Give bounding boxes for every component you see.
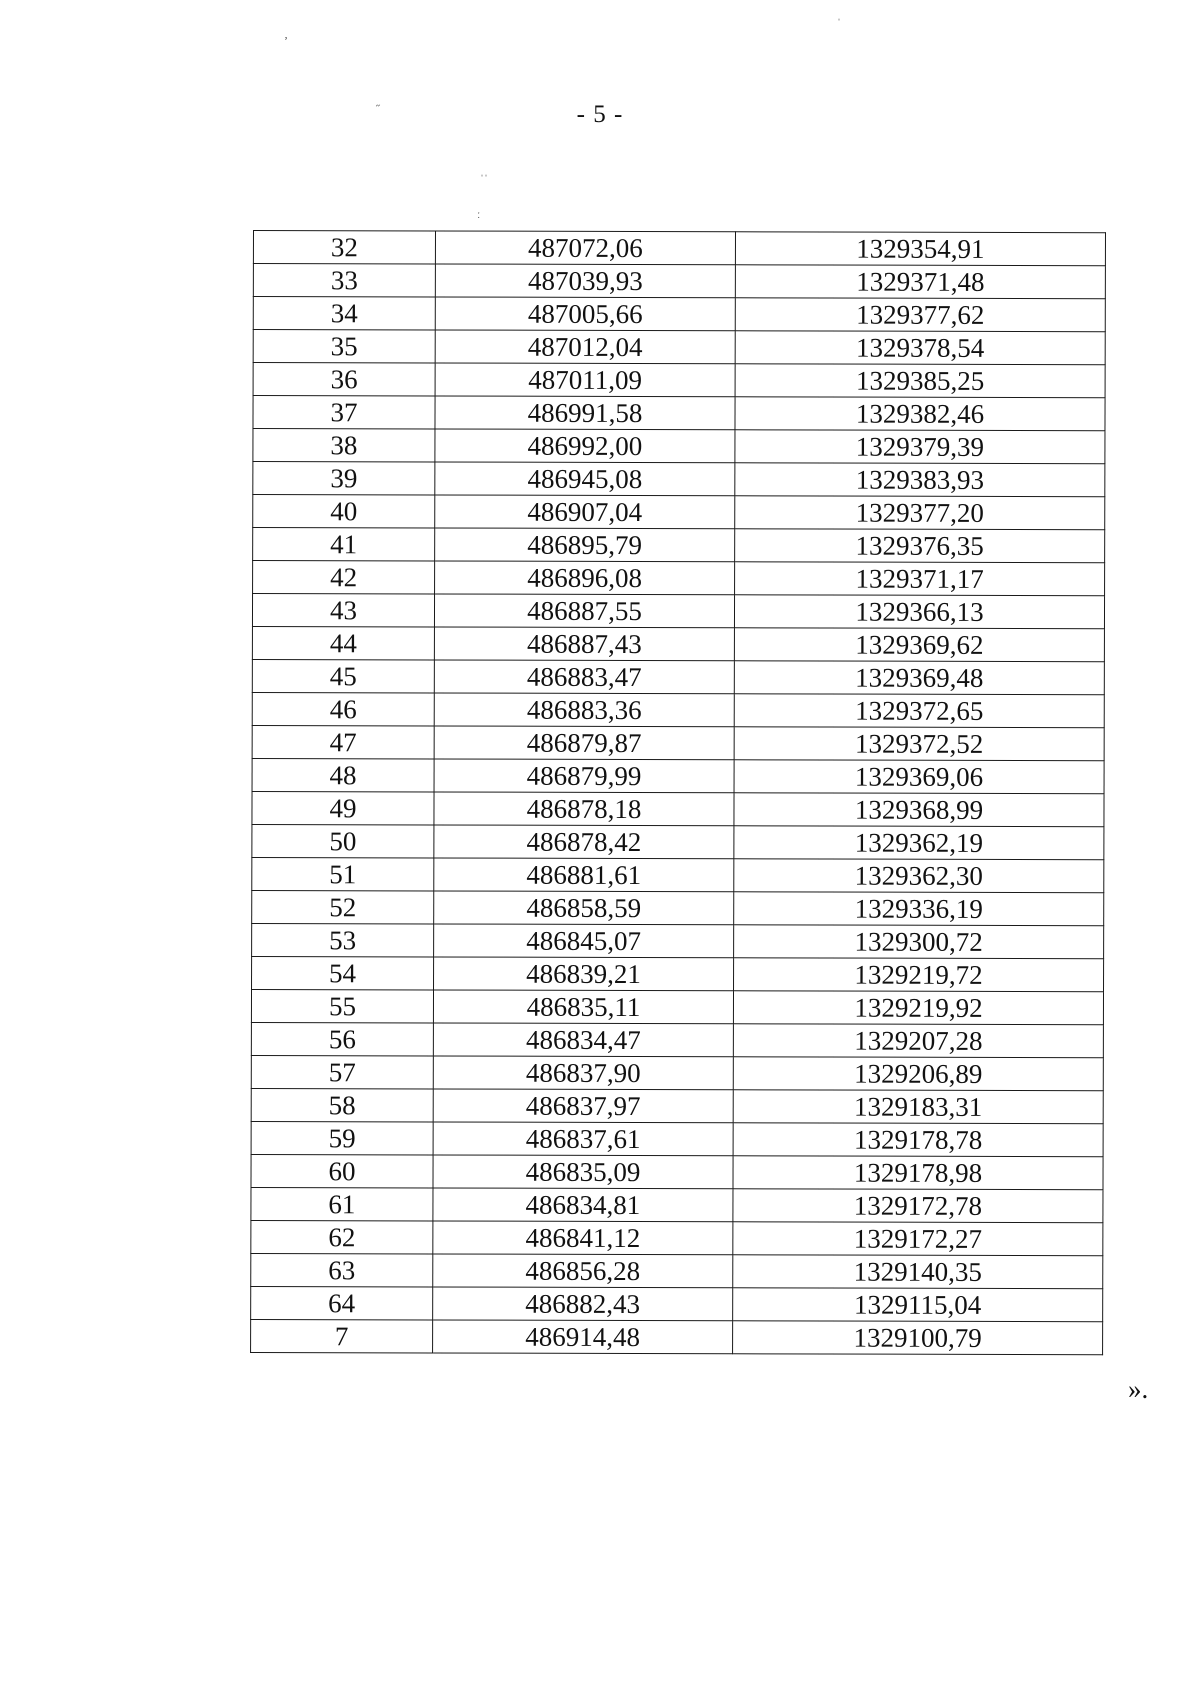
y-coordinate-cell: 1329377,62 — [735, 298, 1105, 332]
y-coordinate-cell: 1329178,78 — [733, 1123, 1103, 1157]
y-coordinate-cell: 1329219,92 — [733, 991, 1103, 1025]
point-number-cell: 33 — [253, 264, 435, 297]
x-coordinate-cell: 486907,04 — [435, 495, 735, 529]
table-row — [251, 989, 1103, 1024]
table-row — [253, 561, 1105, 596]
y-coordinate-cell: 1329219,72 — [734, 958, 1104, 992]
point-number-cell: 45 — [252, 659, 434, 692]
y-coordinate-cell: 1329354,91 — [735, 232, 1105, 266]
point-number-cell: 49 — [252, 791, 434, 824]
point-number-cell: 47 — [252, 725, 434, 758]
point-number-cell: 56 — [251, 1022, 433, 1055]
scan-speck: ˝ — [376, 102, 380, 116]
closing-quote-mark: ». — [1128, 1374, 1149, 1404]
point-number-cell: 50 — [252, 824, 434, 857]
table-row — [251, 1154, 1103, 1189]
page-number: - 5 - — [576, 101, 624, 128]
x-coordinate-cell: 486882,43 — [433, 1287, 733, 1321]
table-row — [252, 824, 1104, 859]
y-coordinate-cell: 1329372,52 — [734, 727, 1104, 761]
table-row — [253, 363, 1105, 398]
point-number-cell: 58 — [251, 1088, 433, 1121]
y-coordinate-cell: 1329369,06 — [734, 760, 1104, 794]
y-coordinate-cell: 1329385,25 — [735, 364, 1105, 398]
point-number-cell: 46 — [252, 692, 434, 725]
point-number-cell: 32 — [253, 231, 435, 264]
point-number-cell: 7 — [251, 1319, 433, 1352]
x-coordinate-cell: 486878,42 — [434, 825, 734, 859]
y-coordinate-cell: 1329369,48 — [734, 661, 1104, 695]
y-coordinate-cell: 1329336,19 — [734, 892, 1104, 926]
x-coordinate-cell: 486835,11 — [433, 990, 733, 1024]
x-coordinate-cell: 486837,61 — [433, 1122, 733, 1156]
table-row — [252, 725, 1104, 760]
point-number-cell: 52 — [252, 890, 434, 923]
y-coordinate-cell: 1329207,28 — [733, 1024, 1103, 1058]
point-number-cell: 53 — [252, 923, 434, 956]
x-coordinate-cell: 486945,08 — [435, 462, 735, 496]
point-number-cell: 59 — [251, 1121, 433, 1154]
table-row — [251, 1187, 1103, 1222]
y-coordinate-cell: 1329172,78 — [733, 1189, 1103, 1223]
point-number-cell: 62 — [251, 1220, 433, 1253]
table-row — [252, 659, 1104, 694]
y-coordinate-cell: 1329383,93 — [735, 463, 1105, 497]
point-number-cell: 40 — [253, 495, 435, 528]
point-number-cell: 60 — [251, 1154, 433, 1187]
x-coordinate-cell: 486879,99 — [434, 759, 734, 793]
point-number-cell: 48 — [252, 758, 434, 791]
y-coordinate-cell: 1329183,31 — [733, 1090, 1103, 1124]
table-row — [253, 264, 1105, 299]
x-coordinate-cell: 486845,07 — [434, 924, 734, 958]
x-coordinate-cell: 486834,47 — [433, 1023, 733, 1057]
x-coordinate-cell: 486992,00 — [435, 429, 735, 463]
scan-speck: ʼ — [284, 34, 288, 48]
point-number-cell: 41 — [253, 528, 435, 561]
y-coordinate-cell: 1329368,99 — [734, 793, 1104, 827]
y-coordinate-cell: 1329366,13 — [734, 595, 1104, 629]
point-number-cell: 63 — [251, 1253, 433, 1286]
x-coordinate-cell: 486879,87 — [434, 726, 734, 760]
table-row — [252, 857, 1104, 892]
x-coordinate-cell: 486883,36 — [434, 693, 734, 727]
point-number-cell: 39 — [253, 462, 435, 495]
y-coordinate-cell: 1329377,20 — [735, 496, 1105, 530]
x-coordinate-cell: 486881,61 — [434, 858, 734, 892]
y-coordinate-cell: 1329300,72 — [734, 925, 1104, 959]
table-row — [253, 297, 1105, 332]
x-coordinate-cell: 487005,66 — [435, 297, 735, 331]
point-number-cell: 55 — [251, 989, 433, 1022]
table-row — [252, 626, 1104, 661]
table-row — [251, 1121, 1103, 1156]
y-coordinate-cell: 1329140,35 — [733, 1255, 1103, 1289]
x-coordinate-cell: 486835,09 — [433, 1155, 733, 1189]
y-coordinate-cell: 1329206,89 — [733, 1057, 1103, 1091]
scan-speck: ː — [477, 207, 481, 221]
y-coordinate-cell: 1329378,54 — [735, 331, 1105, 365]
table-row — [253, 429, 1105, 464]
x-coordinate-cell: 487072,06 — [435, 231, 735, 265]
point-number-cell: 34 — [253, 297, 435, 330]
table-row — [253, 528, 1105, 563]
table-row — [252, 758, 1104, 793]
y-coordinate-cell: 1329362,19 — [734, 826, 1104, 860]
y-coordinate-cell: 1329369,62 — [734, 628, 1104, 662]
point-number-cell: 43 — [252, 594, 434, 627]
y-coordinate-cell: 1329382,46 — [735, 397, 1105, 431]
point-number-cell: 57 — [251, 1055, 433, 1088]
point-number-cell: 38 — [253, 429, 435, 462]
point-number-cell: 51 — [252, 857, 434, 890]
point-number-cell: 35 — [253, 330, 435, 363]
x-coordinate-cell: 486991,58 — [435, 396, 735, 430]
point-number-cell: 64 — [251, 1286, 433, 1319]
y-coordinate-cell: 1329362,30 — [734, 859, 1104, 893]
point-number-cell: 36 — [253, 363, 435, 396]
point-number-cell: 42 — [253, 561, 435, 594]
table-row — [252, 692, 1104, 727]
table-row — [251, 1319, 1103, 1354]
y-coordinate-cell: 1329100,79 — [733, 1321, 1103, 1355]
table-row — [251, 1220, 1103, 1255]
table-row — [251, 1022, 1103, 1057]
scan-speck: ˈˈ — [480, 172, 488, 186]
x-coordinate-cell: 486887,43 — [434, 627, 734, 661]
table-row — [253, 495, 1105, 530]
x-coordinate-cell: 486837,90 — [433, 1056, 733, 1090]
x-coordinate-cell: 486856,28 — [433, 1254, 733, 1288]
x-coordinate-cell: 486878,18 — [434, 792, 734, 826]
table-row — [252, 923, 1104, 958]
table-row — [253, 396, 1105, 431]
x-coordinate-cell: 486834,81 — [433, 1188, 733, 1222]
table-row — [251, 1055, 1103, 1090]
coordinates-table — [250, 230, 1106, 1355]
table-row — [252, 791, 1104, 826]
x-coordinate-cell: 486914,48 — [433, 1320, 733, 1354]
x-coordinate-cell: 486841,12 — [433, 1221, 733, 1255]
point-number-cell: 44 — [252, 626, 434, 659]
point-number-cell: 37 — [253, 396, 435, 429]
table-row — [252, 956, 1104, 991]
table-row — [253, 231, 1105, 266]
y-coordinate-cell: 1329379,39 — [735, 430, 1105, 464]
table-row — [252, 594, 1104, 629]
x-coordinate-cell: 486839,21 — [434, 957, 734, 991]
x-coordinate-cell: 487011,09 — [435, 363, 735, 397]
coordinates-table-body — [251, 231, 1106, 1355]
scan-speck: ˈ — [837, 16, 841, 30]
point-number-cell: 61 — [251, 1187, 433, 1220]
table-row — [251, 1088, 1103, 1123]
y-coordinate-cell: 1329376,35 — [735, 529, 1105, 563]
table-row — [252, 890, 1104, 925]
y-coordinate-cell: 1329178,98 — [733, 1156, 1103, 1190]
x-coordinate-cell: 486887,55 — [434, 594, 734, 628]
x-coordinate-cell: 486883,47 — [434, 660, 734, 694]
x-coordinate-cell: 486896,08 — [435, 561, 735, 595]
y-coordinate-cell: 1329371,17 — [735, 562, 1105, 596]
table-row — [251, 1286, 1103, 1321]
point-number-cell: 54 — [252, 956, 434, 989]
x-coordinate-cell: 486895,79 — [435, 528, 735, 562]
x-coordinate-cell: 487039,93 — [435, 264, 735, 298]
x-coordinate-cell: 486837,97 — [433, 1089, 733, 1123]
table-row — [253, 330, 1105, 365]
y-coordinate-cell: 1329371,48 — [735, 265, 1105, 299]
y-coordinate-cell: 1329372,65 — [734, 694, 1104, 728]
x-coordinate-cell: 487012,04 — [435, 330, 735, 364]
table-row — [253, 462, 1105, 497]
y-coordinate-cell: 1329115,04 — [733, 1288, 1103, 1322]
y-coordinate-cell: 1329172,27 — [733, 1222, 1103, 1256]
table-row — [251, 1253, 1103, 1288]
x-coordinate-cell: 486858,59 — [434, 891, 734, 925]
